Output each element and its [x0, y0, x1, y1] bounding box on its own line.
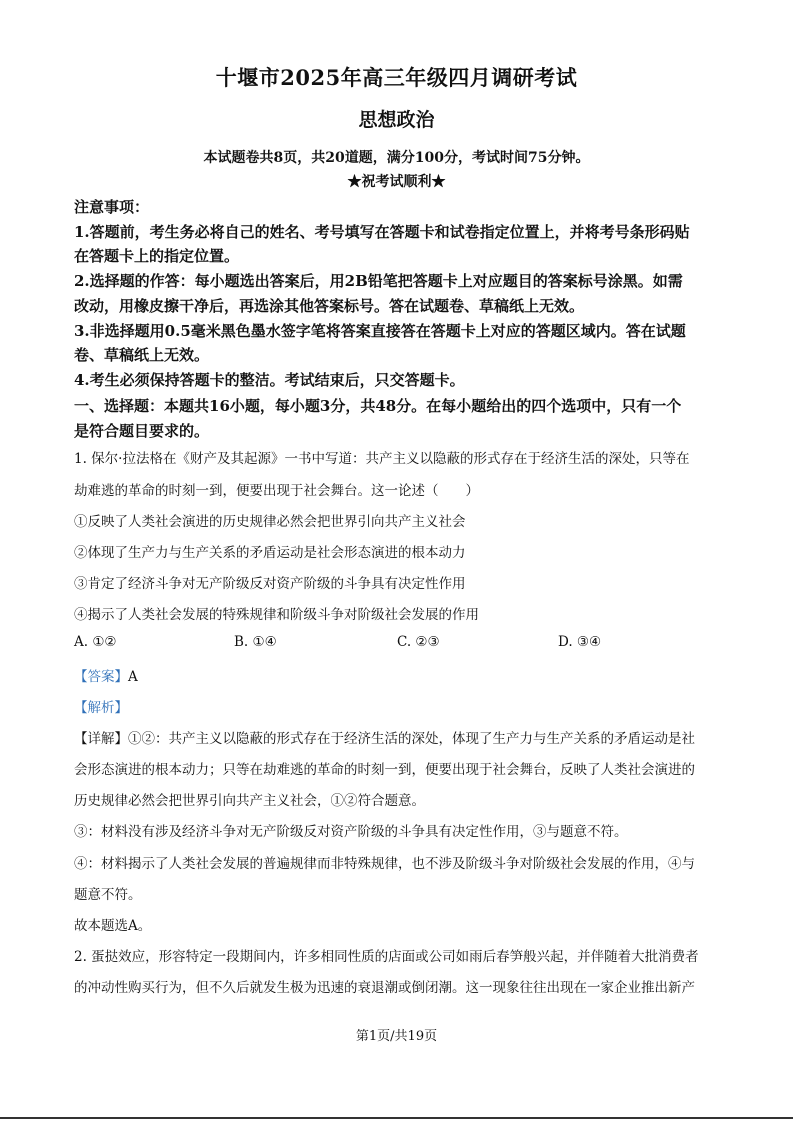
answer-tag: 【答案】 — [74, 669, 128, 685]
exam-title: 十堰市2025年高三年级四月调研考试 — [215, 65, 578, 90]
detail-line: 会形态演进的根本动力；只等在劫难逃的革命的时刻一到，便要出现于社会舞台，反映了人类社会演进的 — [74, 762, 695, 778]
option-c: C. ②③ — [397, 634, 440, 650]
bottom-rule — [0, 1117, 793, 1119]
detail-line: 题意不符。 — [74, 887, 142, 903]
notes-title: 注意事项： — [74, 198, 150, 216]
answer-value: A — [128, 669, 138, 685]
question-1-statement: ②体现了生产力与生产关系的矛盾运动是社会形态演进的根本动力 — [74, 545, 466, 561]
good-luck-line: ★祝考试顺利★ — [347, 174, 446, 190]
question-1-stem: 劫难逃的革命的时刻一到，便要出现于社会舞台。这一论述（ ） — [74, 483, 479, 499]
question-1-statement: ①反映了人类社会演进的历史规律必然会把世界引向共产主义社会 — [74, 514, 466, 530]
question-2-stem: 的冲动性购买行为，但不久后就发生极为迅速的衰退潮或倒闭潮。这一现象往往出现在一家企业推出新产 — [74, 980, 695, 996]
exam-info: 本试题卷共8页，共20道题，满分100分，考试时间75分钟。 — [203, 150, 590, 166]
notes-line: 2.选择题的作答：每小题选出答案后，用2B铅笔把答题卡上对应题目的答案标号涂黑。如需 — [74, 272, 683, 290]
notes-line: 卷、草稿纸上无效。 — [74, 346, 210, 364]
detail-text: ①②：共产主义以隐蔽的形式存在于经济生活的深处，体现了生产力与生产关系的矛盾运动是社 — [128, 731, 695, 747]
notes-line: 3.非选择题用0.5毫米黑色墨水签字笔将答案直接答在答题卡上对应的答题区域内。答在试题 — [74, 322, 686, 340]
question-1-statement: ③肯定了经济斗争对无产阶级反对资产阶级的斗争具有决定性作用 — [74, 576, 466, 592]
detail-tag: 【详解】 — [74, 731, 128, 747]
answer-line — [74, 665, 138, 685]
detail-line: ④：材料揭示了人类社会发展的普遍规律而非特殊规律，也不涉及阶级斗争对阶级社会发展的作用，④与 — [74, 856, 695, 872]
option-a: A. ①② — [74, 634, 117, 650]
option-d: D. ③④ — [558, 634, 602, 650]
detail-line — [74, 727, 695, 747]
notes-line: 改动，用橡皮擦干净后，再选涂其他答案标号。答在试题卷、草稿纸上无效。 — [74, 297, 585, 315]
detail-line: 故本题选A。 — [74, 918, 152, 934]
analysis-tag: 【解析】 — [74, 700, 128, 716]
detail-line: ③：材料没有涉及经济斗争对无产阶级反对资产阶级的斗争具有决定性作用，③与题意不符。 — [74, 824, 628, 840]
question-1-statement: ④揭示了人类社会发展的特殊规律和阶级斗争对阶级社会发展的作用 — [74, 607, 479, 623]
notes-line: 在答题卡上的指定位置。 — [74, 247, 240, 265]
section-heading: 一、选择题：本题共16小题，每小题3分，共48分。在每小题给出的四个选项中，只有一个 — [74, 397, 682, 415]
question-2-stem: 2. 蛋挞效应，形容特定一段期间内，许多相同性质的店面或公司如雨后春笋般兴起，并伴随着大批消费者 — [74, 949, 699, 965]
analysis-line — [74, 696, 128, 716]
option-b: B. ①④ — [234, 634, 277, 650]
question-1-stem: 1. 保尔·拉法格在《财产及其起源》一书中写道：共产主义以隐蔽的形式存在于经济生活的深处，只等在 — [74, 451, 690, 467]
detail-line: 历史规律必然会把世界引向共产主义社会，①②符合题意。 — [74, 793, 425, 809]
subject-title: 思想政治 — [358, 109, 435, 131]
notes-line: 1.答题前，考生务必将自己的姓名、考号填写在答题卡和试卷指定位置上，并将考号条形码贴 — [74, 223, 690, 241]
section-heading: 是符合题目要求的。 — [74, 422, 210, 440]
page-number: 第1页/共19页 — [355, 1029, 438, 1044]
notes-line: 4.考生必须保持答题卡的整洁。考试结束后，只交答题卡。 — [74, 371, 465, 389]
